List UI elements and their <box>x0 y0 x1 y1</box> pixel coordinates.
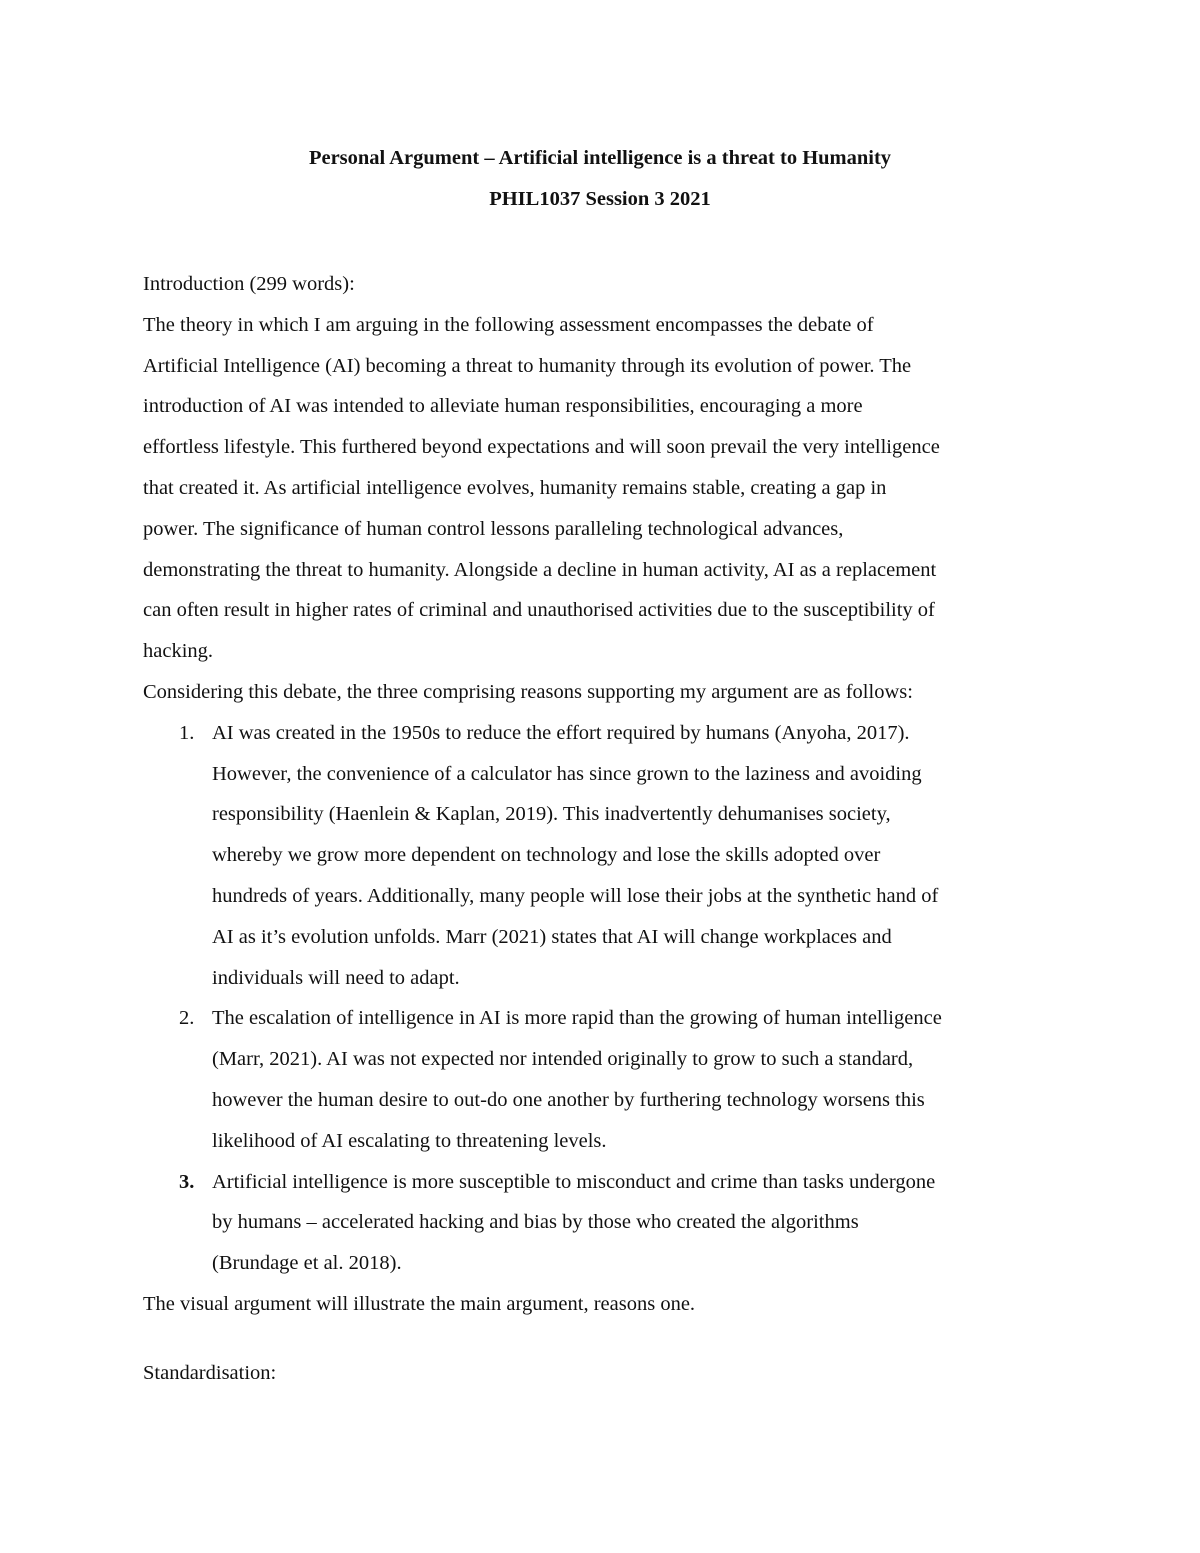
reasons-intro: Considering this debate, the three comprising reasons supporting my argument are as follows: <box>143 680 913 703</box>
reason-line: (Marr, 2021). AI was not expected nor intended originally to grow to such a standard, <box>212 1048 914 1071</box>
document-title: Personal Argument – Artificial intelligence is a threat to Humanity <box>308 147 892 169</box>
list-number: 3. <box>179 1170 195 1193</box>
intro-line: effortless lifestyle. This furthered beyond expectations and will soon prevail the very intelligence <box>143 436 940 459</box>
intro-line: demonstrating the threat to humanity. Alongside a decline in human activity, AI as a replacement <box>143 558 937 581</box>
intro-line: can often result in higher rates of criminal and unauthorised activities due to the susceptibility of <box>143 599 935 622</box>
intro-line: introduction of AI was intended to alleviate human responsibilities, encouraging a more <box>143 395 863 418</box>
intro-line: hacking. <box>143 640 214 663</box>
document-subtitle: PHIL1037 Session 3 2021 <box>489 188 711 210</box>
reason-line: by humans – accelerated hacking and bias by those who created the algorithms <box>212 1211 859 1234</box>
intro-paragraph <box>143 305 1063 672</box>
reason-line: Artificial intelligence is more susceptible to misconduct and crime than tasks undergone <box>212 1170 936 1193</box>
reason-line: responsibility (Haenlein & Kaplan, 2019). This inadvertently dehumanises society, <box>212 803 891 826</box>
document-body <box>143 264 1063 1325</box>
list-number: 1. <box>179 721 195 744</box>
reason-line: The escalation of intelligence in AI is more rapid than the growing of human intelligence <box>212 1007 942 1030</box>
reason-line: AI was created in the 1950s to reduce the effort required by humans (Anyoha, 2017). <box>212 721 910 744</box>
intro-line: that created it. As artificial intelligence evolves, humanity remains stable, creating a gap in <box>143 476 887 499</box>
reason-line: however the human desire to out-do one another by furthering technology worsens this <box>212 1088 925 1111</box>
reason-line: hundreds of years. Additionally, many people will lose their jobs at the synthetic hand of <box>212 884 939 907</box>
reasons-list <box>143 713 1063 1284</box>
closing-line: The visual argument will illustrate the main argument, reasons one. <box>143 1292 696 1315</box>
list-item-reason-1 <box>143 713 1063 999</box>
reason-line: (Brundage et al. 2018). <box>212 1252 402 1275</box>
list-number: 2. <box>179 1007 195 1030</box>
reason-line: AI as it’s evolution unfolds. Marr (2021) states that AI will change workplaces and <box>212 925 892 948</box>
intro-line: power. The significance of human control lessons paralleling technological advances, <box>143 517 844 540</box>
reason-line: individuals will need to adapt. <box>212 966 460 989</box>
reason-line: likelihood of AI escalating to threatening levels. <box>212 1129 607 1152</box>
list-item-reason-3 <box>143 1162 1063 1284</box>
intro-line: Artificial Intelligence (AI) becoming a threat to humanity through its evolution of power. The <box>143 354 912 377</box>
intro-line: The theory in which I am arguing in the following assessment encompasses the debate of <box>143 313 874 336</box>
standardisation-heading: Standardisation: <box>143 1362 277 1384</box>
reason-line: However, the convenience of a calculator has since grown to the laziness and avoiding <box>212 762 922 785</box>
intro-heading: Introduction (299 words): <box>143 273 355 295</box>
reason-line: whereby we grow more dependent on technology and lose the skills adopted over <box>212 844 881 867</box>
list-item-reason-2 <box>143 998 1063 1161</box>
